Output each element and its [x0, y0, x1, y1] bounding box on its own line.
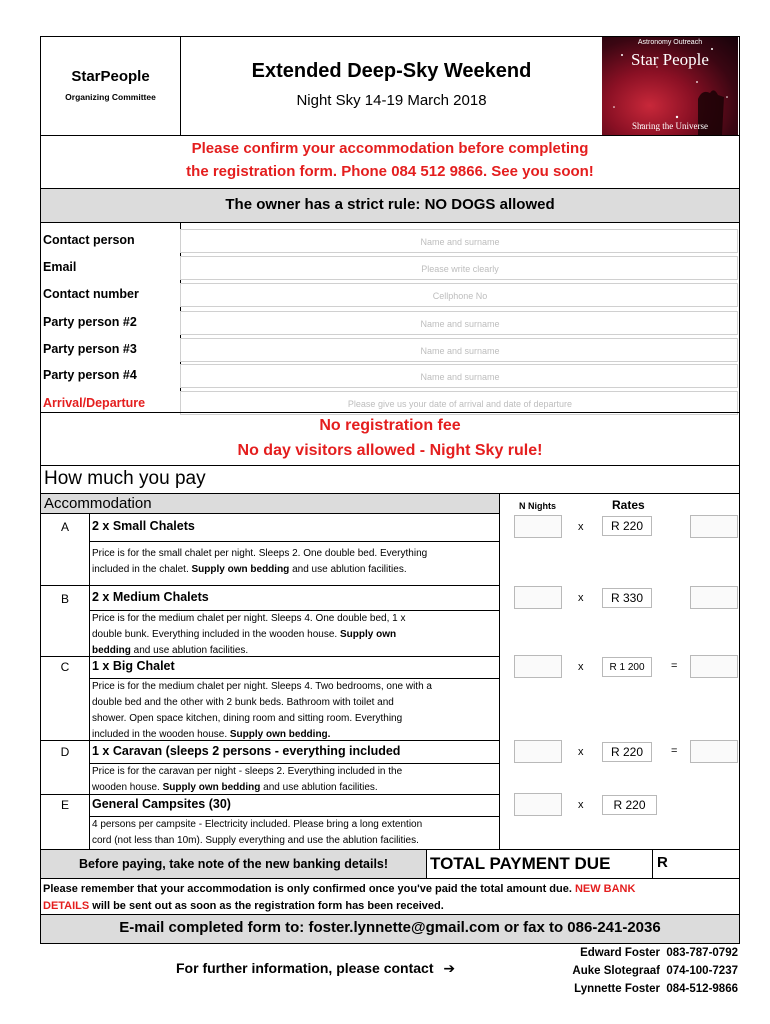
banking-note: Before paying, take note of the new banking details!	[78, 857, 389, 871]
option-c-rate: R 1 200	[602, 657, 652, 677]
total-divider	[652, 849, 653, 878]
option-a-desc-line: Price is for the small chalet per night. Sleeps 2. One double bed. Everything	[92, 548, 428, 559]
field-label-email: Email	[43, 260, 77, 274]
event-date: Night Sky 14-19 March 2018	[296, 92, 487, 109]
contact-number-hint: Cellphone No	[432, 291, 488, 301]
event-title: Extended Deep-Sky Weekend	[251, 60, 532, 82]
no-dogs-rule: The owner has a strict rule: NO DOGS allowed	[225, 196, 555, 213]
party-person-3-hint: Name and surname	[420, 346, 500, 356]
notice-line-2: the registration form. Phone 084 512 9866. See you soon!	[186, 163, 594, 180]
field-label-party-person-2: Party person #2	[43, 315, 137, 329]
option-a-rate: R 220	[602, 516, 652, 536]
divider	[40, 878, 740, 879]
option-b-rate: R 330	[602, 588, 652, 608]
further-info: For further information, please contact ➔	[176, 960, 456, 976]
option-letter-d: D	[60, 745, 70, 759]
option-c-total[interactable]	[690, 655, 738, 678]
email-hint: Please write clearly	[421, 264, 499, 274]
option-a-nights-input[interactable]	[514, 515, 562, 538]
fee-line-1: No registration fee	[319, 417, 461, 434]
option-c-description	[92, 679, 432, 743]
notice-line-1: Please confirm your accommodation before completing	[191, 140, 589, 157]
contact-row: Auke Slotegraaf 074-100-7237	[572, 965, 738, 977]
fee-line-2: No day visitors allowed - Night Sky rule!	[237, 442, 543, 459]
accommodation-heading: Accommodation	[44, 495, 152, 512]
option-b-desc-line: Price is for the medium chalet per night. Sleeps 4. One double bed, 1 x	[92, 613, 406, 624]
option-d-description	[92, 764, 402, 796]
divider	[40, 222, 740, 223]
logo-tagline: Sharing the Universe	[632, 121, 708, 131]
divider	[89, 541, 500, 542]
option-c-desc-line: shower. Open space kitchen, dining room and sitting room. Everything	[92, 713, 403, 724]
option-d-desc-line: wooden house. Supply own bedding and use ablution facilities.	[92, 782, 378, 793]
divider	[40, 135, 740, 136]
party-person-2-hint: Name and surname	[420, 319, 500, 329]
option-a-title: 2 x Small Chalets	[92, 519, 195, 533]
total-currency: R	[657, 854, 668, 871]
option-c-desc-line: included in the wooden house. Supply own bedding.	[92, 729, 331, 740]
option-c-times: x	[578, 661, 584, 673]
option-d-equals: =	[671, 745, 678, 757]
contact-row: Edward Foster 083-787-0792	[580, 947, 738, 959]
total-payment-label: TOTAL PAYMENT DUE	[430, 854, 611, 873]
logo-name: Star People	[631, 50, 709, 69]
option-c-desc-line: double bed and the other with 2 bunk beds. Bathroom with toilet and	[92, 697, 394, 708]
field-label-arrival-departure: Arrival/Departure	[43, 396, 146, 410]
option-c-equals: =	[671, 660, 678, 672]
field-label-contact-person: Contact person	[43, 233, 135, 247]
logo-top-text: Astronomy Outreach	[637, 39, 703, 46]
option-d-times: x	[578, 746, 584, 758]
field-label-contact-number: Contact number	[43, 287, 139, 301]
table-right-border	[499, 494, 500, 849]
option-c-title: 1 x Big Chalet	[92, 659, 175, 673]
option-b-desc-line: double bunk. Everything included in the wooden house. Supply own	[92, 629, 397, 640]
option-e-description	[92, 817, 422, 849]
contact-row: Lynnette Foster 084-512-9866	[574, 983, 738, 995]
option-b-nights-input[interactable]	[514, 586, 562, 609]
divider	[40, 585, 500, 586]
option-a-desc-line: included in the chalet. Supply own bedding and use ablution facilities.	[92, 564, 407, 575]
contact-person-hint: Name and surname	[420, 237, 500, 247]
option-e-times: x	[578, 799, 584, 811]
option-d-total[interactable]	[690, 740, 738, 763]
org-subtitle: Organizing Committee	[65, 92, 156, 102]
divider	[40, 513, 500, 514]
option-e-nights-input[interactable]	[514, 793, 562, 816]
option-b-total[interactable]	[690, 586, 738, 609]
total-divider	[426, 849, 427, 878]
rates-header: Rates	[612, 498, 645, 512]
option-letter-e: E	[60, 798, 69, 812]
option-d-title: 1 x Caravan (sleeps 2 persons - everything included	[92, 744, 401, 758]
email-instruction: E-mail completed form to: foster.lynnette@gmail.com or fax to 086-241-2036	[119, 919, 661, 936]
option-b-times: x	[578, 592, 584, 604]
option-b-description	[92, 611, 406, 659]
option-a-times: x	[578, 521, 584, 533]
field-label-party-person-4: Party person #4	[43, 368, 137, 382]
option-b-desc-line: bedding and use ablution facilities.	[92, 645, 249, 656]
field-label-party-person-3: Party person #3	[43, 342, 137, 356]
n-nights-header: N Nights	[519, 501, 556, 511]
divider	[40, 465, 740, 466]
option-letter-c: C	[60, 660, 70, 674]
letter-column-divider	[89, 513, 90, 849]
option-a-total[interactable]	[690, 515, 738, 538]
option-a-description	[92, 546, 427, 578]
total-amount-field[interactable]	[666, 851, 738, 877]
option-d-nights-input[interactable]	[514, 740, 562, 763]
option-letter-a: A	[60, 520, 69, 534]
starpeople-logo	[602, 37, 738, 135]
option-d-rate: R 220	[602, 742, 652, 762]
pay-heading: How much you pay	[44, 468, 206, 489]
option-c-desc-line: Price is for the medium chalet per night. Sleeps 4. Two bedrooms, one with a	[92, 681, 432, 692]
arrival-departure-hint: Please give us your date of arrival and date of departure	[347, 399, 573, 409]
option-e-desc-line: 4 persons per campsite - Electricity included. Please bring a long extention	[92, 819, 423, 830]
option-b-title: 2 x Medium Chalets	[92, 590, 209, 604]
party-person-4-hint: Name and surname	[420, 372, 500, 382]
divider	[40, 412, 740, 413]
org-name: StarPeople	[71, 68, 150, 85]
contact-list	[520, 944, 738, 998]
remember-note: Please remember that your accommodation is only confirmed once you've paid the total amount due. NEW BANK DETAILS will be sent out as soon as the registration form has been received.	[43, 883, 636, 912]
option-c-nights-input[interactable]	[514, 655, 562, 678]
option-e-title: General Campsites (30)	[92, 797, 231, 811]
option-d-desc-line: Price is for the caravan per night - sleeps 2. Everything included in the	[92, 766, 403, 777]
option-e-desc-line: cord (not less than 10m). Supply everything and use the ablution facilities.	[92, 835, 419, 846]
arrow-right-icon: ➔	[443, 960, 456, 976]
option-letter-b: B	[60, 592, 69, 606]
header-divider	[180, 37, 181, 135]
option-e-rate: R 220	[602, 795, 657, 815]
